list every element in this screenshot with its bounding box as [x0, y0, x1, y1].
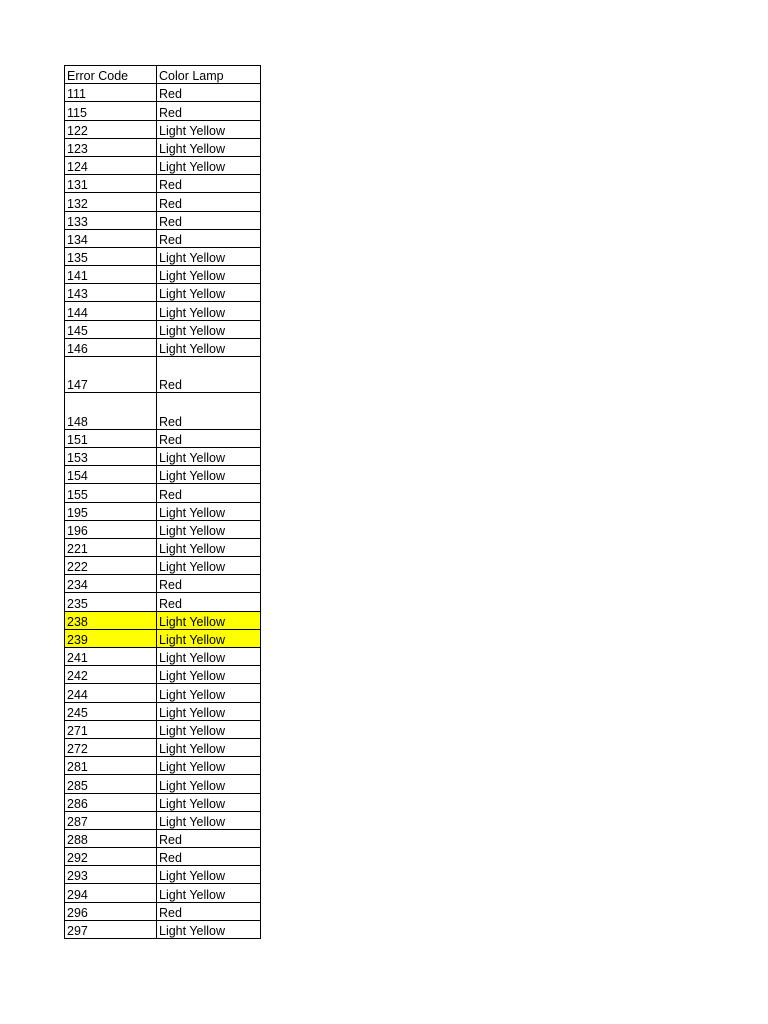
color-lamp-cell: Light Yellow	[157, 156, 261, 174]
color-lamp-cell: Light Yellow	[157, 266, 261, 284]
error-code-cell: 146	[65, 338, 157, 356]
color-lamp-cell: Red	[157, 829, 261, 847]
table-row	[65, 629, 261, 647]
color-lamp-cell: Red	[157, 175, 261, 193]
table-row	[65, 829, 261, 847]
color-lamp-cell: Red	[157, 393, 261, 429]
error-code-cell: 122	[65, 120, 157, 138]
color-lamp-cell: Light Yellow	[157, 738, 261, 756]
table-row	[65, 84, 261, 102]
table-row	[65, 575, 261, 593]
error-code-cell: 239	[65, 629, 157, 647]
error-code-cell: 242	[65, 666, 157, 684]
error-code-cell: 111	[65, 84, 157, 102]
color-lamp-cell: Light Yellow	[157, 811, 261, 829]
color-lamp-cell: Light Yellow	[157, 720, 261, 738]
error-code-cell: 296	[65, 902, 157, 920]
table-row	[65, 447, 261, 465]
error-code-cell: 271	[65, 720, 157, 738]
color-lamp-cell: Light Yellow	[157, 447, 261, 465]
table-row	[65, 229, 261, 247]
table-row	[65, 284, 261, 302]
error-code-table	[64, 65, 261, 939]
table-row	[65, 302, 261, 320]
error-code-cell: 133	[65, 211, 157, 229]
color-lamp-cell: Red	[157, 593, 261, 611]
table-row	[65, 357, 261, 393]
error-code-cell: 144	[65, 302, 157, 320]
color-lamp-cell: Red	[157, 484, 261, 502]
color-lamp-cell: Light Yellow	[157, 138, 261, 156]
color-lamp-cell: Red	[157, 575, 261, 593]
color-lamp-cell: Light Yellow	[157, 466, 261, 484]
error-code-cell: 143	[65, 284, 157, 302]
error-code-cell: 141	[65, 266, 157, 284]
table-row	[65, 138, 261, 156]
error-code-cell: 154	[65, 466, 157, 484]
color-lamp-cell: Light Yellow	[157, 702, 261, 720]
table-row	[65, 738, 261, 756]
table-row	[65, 593, 261, 611]
table-row	[65, 611, 261, 629]
color-lamp-cell: Light Yellow	[157, 320, 261, 338]
color-lamp-cell: Light Yellow	[157, 757, 261, 775]
table-row	[65, 120, 261, 138]
table-row	[65, 684, 261, 702]
error-code-cell: 155	[65, 484, 157, 502]
table-row	[65, 702, 261, 720]
table-row	[65, 793, 261, 811]
error-code-cell: 151	[65, 429, 157, 447]
error-code-cell: 153	[65, 447, 157, 465]
color-lamp-cell: Light Yellow	[157, 120, 261, 138]
table-row	[65, 757, 261, 775]
color-lamp-cell: Light Yellow	[157, 684, 261, 702]
header-error-code: Error Code	[65, 66, 157, 84]
color-lamp-cell: Light Yellow	[157, 775, 261, 793]
error-code-cell: 241	[65, 648, 157, 666]
color-lamp-cell: Light Yellow	[157, 247, 261, 265]
table-row	[65, 102, 261, 120]
color-lamp-cell: Red	[157, 229, 261, 247]
color-lamp-cell: Red	[157, 102, 261, 120]
table-row	[65, 884, 261, 902]
table-row	[65, 211, 261, 229]
error-code-cell: 115	[65, 102, 157, 120]
error-code-cell: 235	[65, 593, 157, 611]
color-lamp-cell: Red	[157, 429, 261, 447]
error-code-cell: 288	[65, 829, 157, 847]
color-lamp-cell: Light Yellow	[157, 611, 261, 629]
color-lamp-cell: Red	[157, 357, 261, 393]
table-row	[65, 775, 261, 793]
error-code-cell: 148	[65, 393, 157, 429]
color-lamp-cell: Light Yellow	[157, 338, 261, 356]
error-code-cell: 293	[65, 866, 157, 884]
error-code-cell: 123	[65, 138, 157, 156]
color-lamp-cell: Red	[157, 848, 261, 866]
color-lamp-cell: Light Yellow	[157, 557, 261, 575]
error-code-cell: 285	[65, 775, 157, 793]
color-lamp-cell: Light Yellow	[157, 884, 261, 902]
error-code-cell: 292	[65, 848, 157, 866]
table-row	[65, 247, 261, 265]
error-code-cell: 281	[65, 757, 157, 775]
table-row	[65, 466, 261, 484]
color-lamp-cell: Red	[157, 193, 261, 211]
table-row	[65, 393, 261, 429]
error-code-cell: 124	[65, 156, 157, 174]
error-code-cell: 234	[65, 575, 157, 593]
error-code-cell: 238	[65, 611, 157, 629]
color-lamp-cell: Light Yellow	[157, 666, 261, 684]
error-code-cell: 297	[65, 920, 157, 938]
error-code-cell: 245	[65, 702, 157, 720]
table-row	[65, 193, 261, 211]
error-code-cell: 244	[65, 684, 157, 702]
table-row	[65, 429, 261, 447]
error-code-cell: 221	[65, 538, 157, 556]
table-row	[65, 902, 261, 920]
error-code-cell: 196	[65, 520, 157, 538]
error-code-cell: 195	[65, 502, 157, 520]
error-code-cell: 222	[65, 557, 157, 575]
table-row	[65, 156, 261, 174]
table-body	[65, 84, 261, 939]
table-row	[65, 920, 261, 938]
color-lamp-cell: Light Yellow	[157, 538, 261, 556]
color-lamp-cell: Red	[157, 902, 261, 920]
table-row	[65, 848, 261, 866]
color-lamp-cell: Light Yellow	[157, 502, 261, 520]
error-code-cell: 147	[65, 357, 157, 393]
error-code-cell: 131	[65, 175, 157, 193]
error-code-cell: 135	[65, 247, 157, 265]
table-row	[65, 484, 261, 502]
table-row	[65, 720, 261, 738]
error-code-cell: 294	[65, 884, 157, 902]
error-code-cell: 286	[65, 793, 157, 811]
error-code-cell: 134	[65, 229, 157, 247]
table-row	[65, 502, 261, 520]
table-row	[65, 648, 261, 666]
color-lamp-cell: Light Yellow	[157, 793, 261, 811]
color-lamp-cell: Light Yellow	[157, 284, 261, 302]
color-lamp-cell: Light Yellow	[157, 520, 261, 538]
table-row	[65, 538, 261, 556]
table-row	[65, 520, 261, 538]
table-row	[65, 338, 261, 356]
error-code-cell: 287	[65, 811, 157, 829]
table-row	[65, 866, 261, 884]
color-lamp-cell: Light Yellow	[157, 629, 261, 647]
error-code-cell: 132	[65, 193, 157, 211]
error-code-cell: 145	[65, 320, 157, 338]
color-lamp-cell: Light Yellow	[157, 302, 261, 320]
header-row	[65, 66, 261, 84]
color-lamp-cell: Red	[157, 84, 261, 102]
table-row	[65, 320, 261, 338]
color-lamp-cell: Light Yellow	[157, 866, 261, 884]
table-row	[65, 811, 261, 829]
color-lamp-cell: Light Yellow	[157, 648, 261, 666]
color-lamp-cell: Red	[157, 211, 261, 229]
color-lamp-cell: Light Yellow	[157, 920, 261, 938]
table-row	[65, 666, 261, 684]
error-code-cell: 272	[65, 738, 157, 756]
header-color-lamp: Color Lamp	[157, 66, 261, 84]
table-row	[65, 557, 261, 575]
table-row	[65, 175, 261, 193]
table-row	[65, 266, 261, 284]
